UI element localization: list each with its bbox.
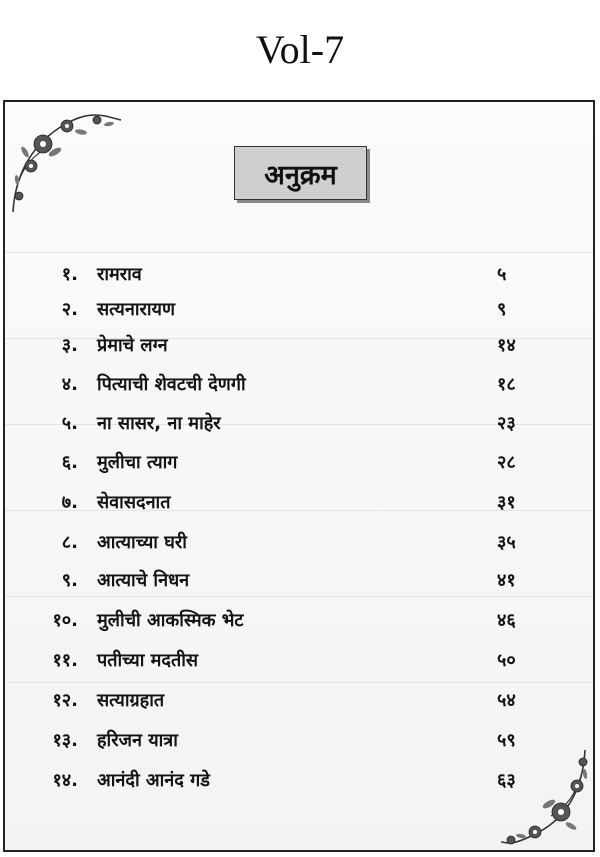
toc-entry-number: ९. xyxy=(61,570,78,591)
toc-entry-number: ८. xyxy=(61,532,78,553)
toc-entry-page: २३ xyxy=(497,413,516,434)
toc-entry xyxy=(5,568,593,600)
toc-entry-title: सेवासदनात xyxy=(97,492,171,513)
toc-entry-page: १८ xyxy=(497,374,516,395)
toc-entry-page: ५ xyxy=(497,264,507,285)
toc-entry xyxy=(5,297,593,329)
toc-entry-page: २८ xyxy=(497,452,516,473)
toc-entry-number: ४. xyxy=(61,374,78,395)
toc-entry-title: आनंदी आनंद गडे xyxy=(97,770,210,791)
toc-entry-number: ७. xyxy=(61,492,78,513)
toc-entry-page: ४६ xyxy=(497,610,516,631)
toc-entry xyxy=(5,648,593,680)
toc-entry xyxy=(5,688,593,720)
toc-entry-number: ५. xyxy=(61,413,78,434)
toc-entry-title: आत्याचे निधन xyxy=(97,570,190,591)
toc-entry-number: १२. xyxy=(52,690,78,711)
toc-entry-title: मुलीची आकस्मिक भेट xyxy=(97,610,244,631)
toc-entry xyxy=(5,450,593,482)
toc-entry xyxy=(5,411,593,443)
toc-entry xyxy=(5,530,593,562)
toc-entry-page: ५४ xyxy=(497,690,516,711)
toc-entry-page: ५९ xyxy=(497,730,516,751)
toc-entry-number: ११. xyxy=(52,650,78,671)
toc-entry-number: १३. xyxy=(52,730,78,751)
table-of-contents xyxy=(5,102,593,850)
toc-entry-title: रामराव xyxy=(97,264,142,285)
toc-entry-title: सत्याग्रहात xyxy=(97,690,165,711)
toc-entry-number: ३. xyxy=(61,335,78,356)
toc-entry-page: ९ xyxy=(497,299,507,320)
toc-entry-title: प्रेमाचे लग्न xyxy=(97,335,168,356)
scanned-page xyxy=(3,100,595,852)
volume-title: Vol-7 xyxy=(255,27,345,72)
toc-entry-number: १. xyxy=(61,264,78,285)
toc-entry-page: ३५ xyxy=(497,532,516,553)
toc-entry xyxy=(5,608,593,640)
toc-entry-title: मुलीचा त्याग xyxy=(97,452,178,473)
toc-entry-page: ३१ xyxy=(497,492,516,513)
toc-entry-title: पित्याची शेवटची देणगी xyxy=(97,374,246,395)
toc-entry-number: १४. xyxy=(52,770,78,791)
toc-entry-title: हरिजन यात्रा xyxy=(97,730,178,751)
toc-entry-page: ५० xyxy=(497,650,516,671)
toc-entry-title: पतीच्या मदतीस xyxy=(97,650,199,671)
floral-corner-bottom-right-icon xyxy=(499,746,589,846)
toc-entry-title: ना सासर, ना माहेर xyxy=(97,413,221,434)
toc-entry-page: १४ xyxy=(497,335,516,356)
toc-entry xyxy=(5,333,593,365)
toc-entry xyxy=(5,262,593,294)
toc-entry-number: २. xyxy=(61,299,78,320)
toc-entry-number: ६. xyxy=(61,452,78,473)
contents-heading: अनुक्रम xyxy=(264,159,337,191)
toc-entry xyxy=(5,372,593,404)
toc-entry-number: १०. xyxy=(52,610,78,631)
toc-entry-title: सत्यनारायण xyxy=(97,299,175,320)
toc-entry-page: ६३ xyxy=(497,770,516,791)
toc-entry-title: आत्याच्या घरी xyxy=(97,532,187,553)
toc-entry xyxy=(5,490,593,522)
toc-entry-page: ४१ xyxy=(497,570,516,591)
